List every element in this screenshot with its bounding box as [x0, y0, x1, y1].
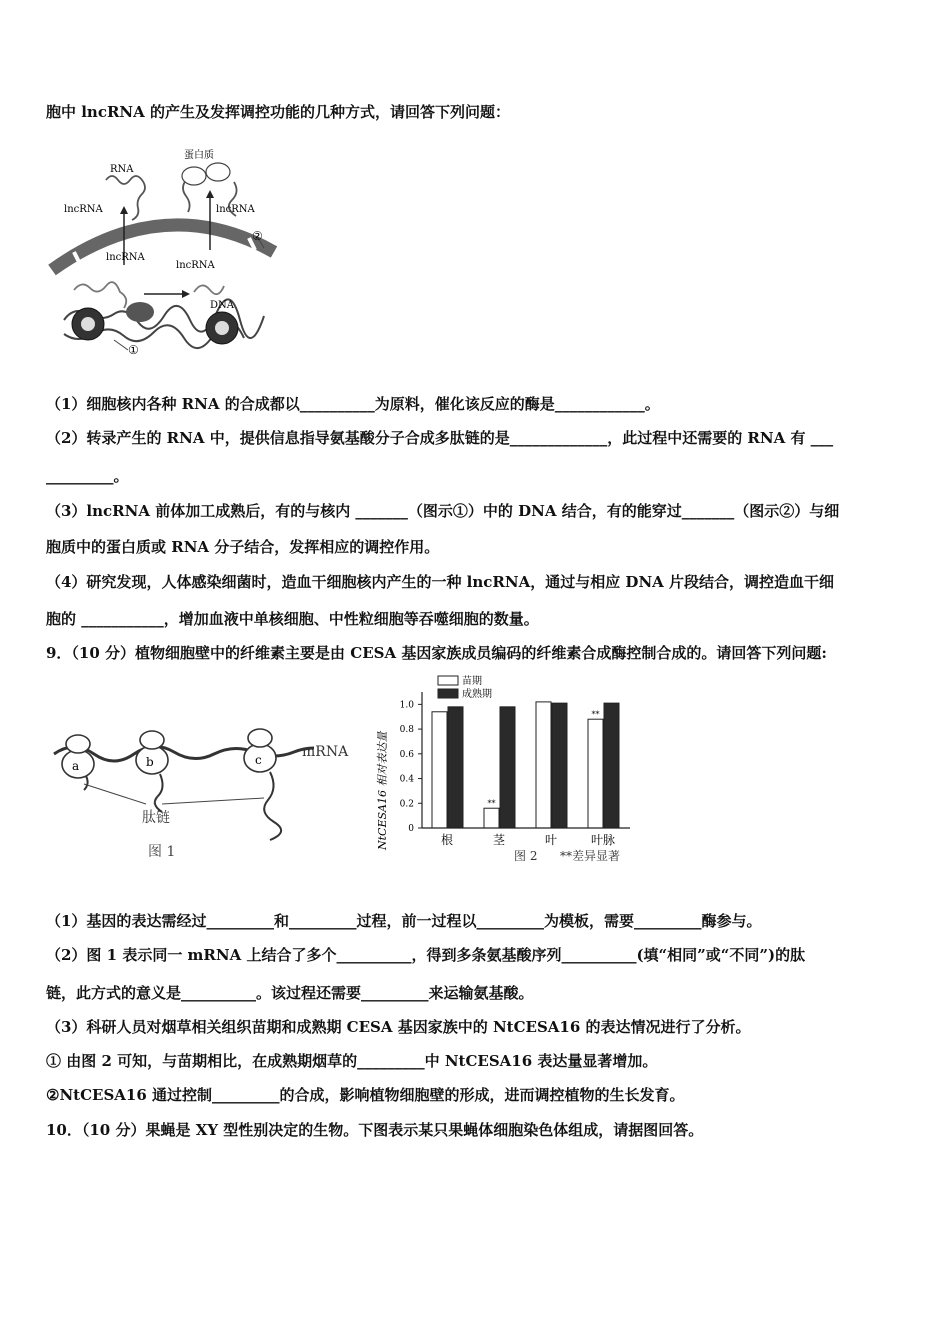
y-tick-label: 0.8 — [399, 725, 414, 736]
label-peptide: 肽链 — [142, 810, 170, 826]
bar — [588, 719, 603, 828]
q8-part3a: （3）lncRNA 前体加工成熟后，有的与核内 _______（图示①）中的 DNA 结合，有的能穿过_______（图示②）与细 — [46, 502, 840, 520]
q9-part2b: 链，此方式的意义是__________。该过程还需要_________来运输氨基酸。 — [46, 984, 534, 1002]
q10-heading: 10．（10 分）果蝇是 XY 型性别决定的生物。下图表示某只果蝇体细胞染色体组成，请据图回答。 — [46, 1121, 704, 1139]
bar — [536, 702, 551, 828]
label-lncrna: lncRNA — [64, 204, 103, 215]
y-axis-label: NtCESA16 相对表达量 — [376, 731, 389, 850]
bar — [484, 808, 499, 828]
lncrna-diagram — [44, 140, 284, 360]
label-dna: DNA — [210, 300, 234, 311]
q9-part3-2: ②NtCESA16 通过控制_________的合成，影响植物细胞壁的形成，进而调控植物的生长发育。 — [46, 1086, 685, 1104]
q8-part2a: （2）转录产生的 RNA 中，提供信息指导氨基酸分子合成多肽链的是_____________，此过程中还需要的 RNA 有 ___ — [46, 429, 834, 447]
expression-chart — [372, 672, 652, 872]
q8-part3b: 胞质中的蛋白质或 RNA 分子结合，发挥相应的调控作用。 — [46, 538, 440, 556]
legend-mature: 成熟期 — [462, 689, 492, 700]
q8-part2b: _________。 — [46, 467, 129, 485]
bar — [552, 703, 567, 828]
bar — [448, 707, 463, 828]
label-b: b — [146, 755, 154, 769]
label-lncrna: lncRNA — [176, 260, 215, 271]
q8-part4a: （4）研究发现，人体感染细菌时，造血干细胞核内产生的一种 lncRNA，通过与相应 DNA 片段结合，调控造血干细 — [46, 573, 835, 591]
significance-mark: ** — [591, 710, 600, 720]
intro-text: 胞中 lncRNA 的产生及发挥调控功能的几种方式，请回答下列问题： — [46, 103, 510, 121]
y-tick-label: 0.6 — [399, 749, 414, 760]
category-label: 叶脉 — [590, 833, 616, 847]
label-circle-1: ① — [128, 343, 139, 357]
q9-part3: （3）科研人员对烟草相关组织苗期和成熟期 CESA 基因家族中的 NtCESA16 的表达情况进行了分析。 — [46, 1018, 751, 1036]
q9-part1: （1）基因的表达需经过_________和_________过程，前一过程以_________为模板，需要_________酶参与。 — [46, 912, 762, 930]
label-lncrna: lncRNA — [106, 252, 145, 263]
ribosome-diagram — [50, 718, 360, 868]
protein-blob — [182, 167, 206, 185]
q8-part1: （1）细胞核内各种 RNA 的合成都以__________为原料，催化该反应的酶是____________。 — [46, 395, 660, 413]
label-a: a — [72, 759, 80, 773]
y-tick-label: 0 — [408, 824, 414, 834]
polymerase — [126, 302, 154, 322]
significance-mark: ** — [487, 799, 496, 809]
significance-note: **差异显著 — [560, 849, 621, 863]
label-c: c — [255, 753, 262, 767]
legend-swatch-mature — [438, 689, 458, 698]
legend-swatch-seedling — [438, 676, 458, 685]
label-mrna: mRNA — [302, 744, 349, 760]
category-label: 茎 — [492, 833, 506, 847]
q9-part2a: （2）图 1 表示同一 mRNA 上结合了多个__________，得到多条氨基酸序列__________(填“相同”或“不同”)的肽 — [46, 946, 806, 964]
label-lncrna: lncRNA — [216, 204, 255, 215]
protein-blob — [206, 163, 230, 181]
bar — [500, 707, 515, 828]
q9-heading: 9．（10 分）植物细胞壁中的纤维素主要是由 CESA 基因家族成员编码的纤维素合成酶控制合成的。请回答下列问题: — [46, 644, 827, 662]
category-label: 叶 — [544, 833, 558, 847]
bar — [432, 712, 447, 828]
legend — [438, 674, 492, 700]
q9-part3-1: ① 由图 2 可知，与苗期相比，在成熟期烟草的_________中 NtCESA16 表达量显著增加。 — [46, 1052, 658, 1070]
bar — [604, 703, 619, 828]
label-rna: RNA — [110, 164, 134, 175]
y-tick-label: 1.0 — [399, 700, 414, 711]
label-protein: 蛋白质 — [184, 150, 214, 161]
q8-part4b: 胞的 ___________，增加血液中单核细胞、中性粒细胞等吞噬细胞的数量。 — [46, 610, 539, 628]
legend-seedling: 苗期 — [462, 676, 482, 687]
figure-2-caption: 图 2 — [514, 849, 538, 863]
y-tick-label: 0.2 — [399, 799, 414, 810]
figure-1-caption: 图 1 — [148, 844, 176, 860]
label-circle-2: ② — [252, 229, 263, 243]
category-label: 根 — [440, 833, 454, 847]
nuclear-envelope — [52, 225, 274, 270]
y-tick-label: 0.4 — [399, 774, 414, 785]
